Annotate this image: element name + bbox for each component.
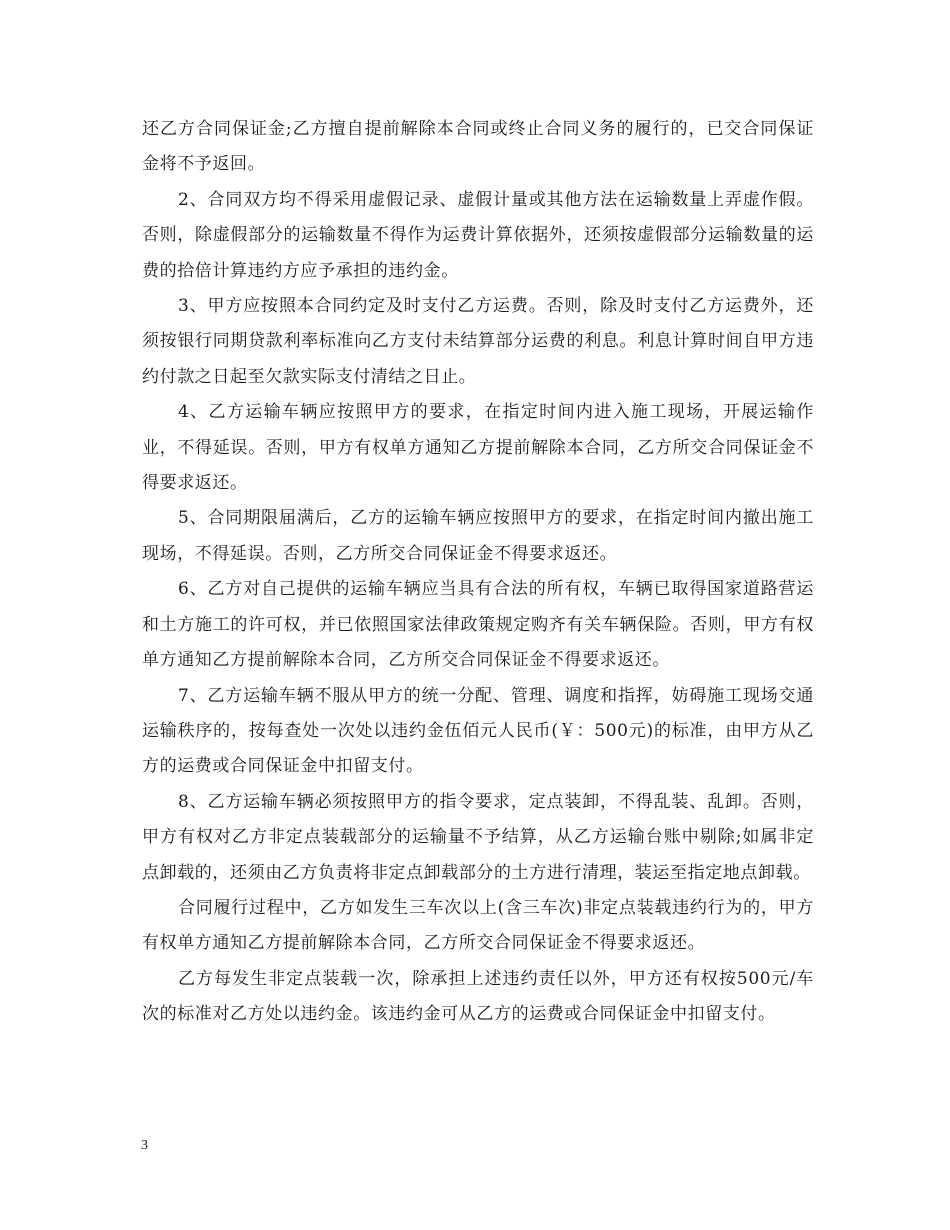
paragraph-continuation: 还乙方合同保证金;乙方擅自提前解除本合同或终止合同义务的履行的，已交合同保证金将不予返回。 <box>142 119 814 175</box>
document-body <box>142 112 814 1033</box>
clause-4: 4、乙方运输车辆应按照甲方的要求，在指定时间内进入施工现场，开展运输作业，不得延误。否则，甲方有权单方通知乙方提前解除本合同，乙方所交合同保证金不得要求返还。 <box>142 402 814 494</box>
clause-7: 7、乙方运输车辆不服从甲方的统一分配、管理、调度和指挥，妨碍施工现场交通运输秩序的，按每查处一次处以违约金伍佰元人民币(￥：500元)的标准，由甲方从乙方的运费或合同保证金中扣留支付。 <box>142 685 814 777</box>
clause-6: 6、乙方对自己提供的运输车辆应当具有合法的所有权，车辆已取得国家道路营运和土方施工的许可权，并已依照国家法律政策规定购齐有关车辆保险。否则，甲方有权单方通知乙方提前解除本合同，乙方所交合同保证金不得要求返还。 <box>142 579 814 671</box>
page-number: 3 <box>141 1138 148 1153</box>
clause-8-supplement-1: 合同履行过程中，乙方如发生三车次以上(含三车次)非定点装载违约行为的，甲方有权单方通知乙方提前解除本合同，乙方所交合同保证金不得要求返还。 <box>142 897 814 954</box>
clause-2: 2、合同双方均不得采用虚假记录、虚假计量或其他方法在运输数量上弄虚作假。否则，除虚假部分的运输数量不得作为运费计算依据外，还须按虚假部分运输数量的运费的拾倍计算违约方应予承担的违约金。 <box>142 189 814 281</box>
clause-3: 3、甲方应按照本合同约定及时支付乙方运费。否则，除及时支付乙方运费外，还须按银行同期贷款利率标准向乙方支付未结算部分运费的利息。利息计算时间自甲方违约付款之日起至欠款实际支付清结之日止。 <box>142 296 814 387</box>
clause-5: 5、合同期限届满后，乙方的运输车辆应按照甲方的要求，在指定时间内撤出施工现场，不得延误。否则，乙方所交合同保证金不得要求返还。 <box>142 508 814 564</box>
clause-8-supplement-2: 乙方每发生非定点装载一次，除承担上述违约责任以外，甲方还有权按500元/车次的标准对乙方处以违约金。该违约金可从乙方的运费或合同保证金中扣留支付。 <box>142 968 814 1025</box>
clause-8: 8、乙方运输车辆必须按照甲方的指令要求，定点装卸，不得乱装、乱卸。否则，甲方有权对乙方非定点装载部分的运输量不予结算，从乙方运输台账中剔除;如属非定点卸载的，还须由乙方负责将非定点卸载部分的土方进行清理，装运至指定地点卸载。 <box>142 791 814 883</box>
